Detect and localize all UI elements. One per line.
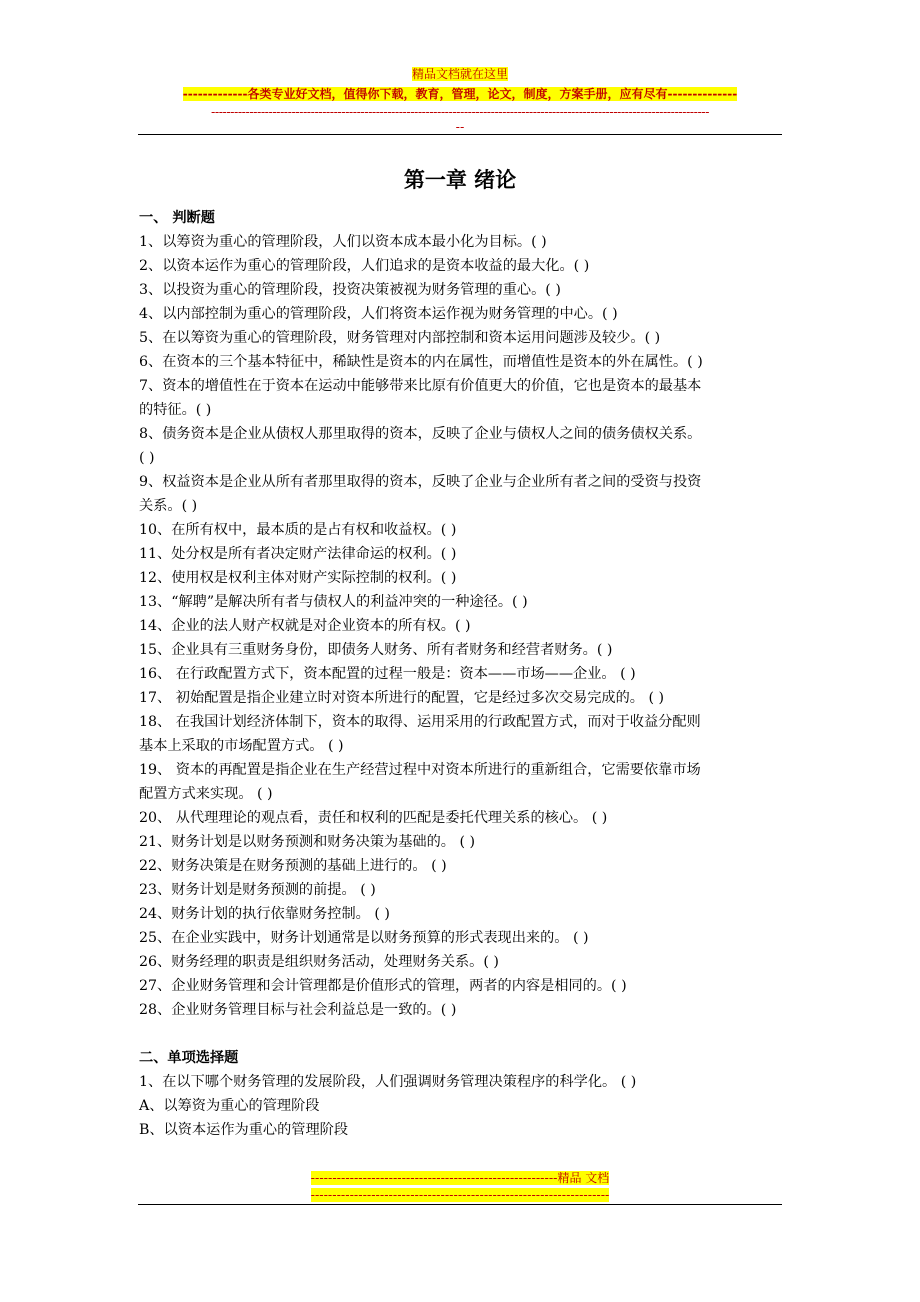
header-title	[138, 65, 782, 83]
section1-line: 基本上采取的市场配置方式。 ( )	[139, 738, 344, 754]
section1-line: 15、企业具有三重财务身份，即债务人财务、所有者财务和经营者财务。( )	[139, 642, 613, 658]
header-title-text: 精品文档就在这里	[411, 67, 508, 81]
section2-line: A、以筹资为重心的管理阶段	[139, 1098, 320, 1114]
section1-line: 5、在以筹资为重心的管理阶段，财务管理对内部控制和资本运用问题涉及较少。( )	[139, 330, 661, 346]
footer-line2	[292, 1187, 628, 1203]
section1-line: 24、财务计划的执行依靠财务控制。 ( )	[139, 906, 390, 922]
section1-line: 14、企业的法人财产权就是对企业资本的所有权。( )	[139, 618, 471, 634]
section1-line: 20、 从代理理论的观点看，责任和权利的匹配是委托代理关系的核心。 ( )	[139, 810, 608, 826]
section2-line: B、以资本运作为重心的管理阶段	[139, 1122, 349, 1138]
section1-line: 6、在资本的三个基本特征中，稀缺性是资本的内在属性，而增值性是资本的外在属性。( )	[139, 354, 703, 370]
section1-line: 28、企业财务管理目标与社会利益总是一致的。( )	[139, 1002, 457, 1018]
section1-heading: 一、 判断题	[139, 210, 215, 226]
section1-line: ( )	[139, 450, 155, 466]
section1-line: 12、使用权是权利主体对财产实际控制的权利。( )	[139, 570, 457, 586]
header-dash-line: ----------------------------------------------------------------------------------------------------------------------------------	[211, 105, 709, 119]
section1-line: 11、处分权是所有者决定财产法律命运的权利。( )	[139, 546, 457, 562]
footer-line1-text: ---------------------------------------------------------精品 文档	[310, 1171, 610, 1185]
section1-line: 26、财务经理的职责是组织财务活动，处理财务关系。( )	[139, 954, 499, 970]
header-slogan-text: -------------各类专业好文档，值得你下载，教育，管理，论文，制度，方案手册，应有尽有--------------	[182, 87, 738, 101]
section1-line: 18、 在我国计划经济体制下，资本的取得、运用采用的行政配置方式，而对于收益分配则	[139, 714, 701, 730]
chapter-title: 第一章 绪论	[403, 167, 517, 192]
section2-heading: 二、单项选择题	[139, 1050, 239, 1066]
section1-line: 关系。( )	[139, 498, 198, 514]
footer-line1	[292, 1169, 628, 1187]
footer-rule	[138, 1204, 782, 1205]
section1-line: 13、“解聘”是解决所有者与债权人的利益冲突的一种途径。( )	[139, 594, 528, 610]
section1-line: 25、在企业实践中，财务计划通常是以财务预算的形式表现出来的。 ( )	[139, 930, 589, 946]
section1-line: 的特征。( )	[139, 402, 212, 418]
section1-line: 21、财务计划是以财务预测和财务决策为基础的。 ( )	[139, 834, 476, 850]
section1-list	[139, 230, 799, 1022]
header-slogan	[138, 85, 782, 103]
document-body	[139, 206, 799, 1142]
section1-line: 3、以投资为重心的管理阶段，投资决策被视为财务管理的重心。( )	[139, 282, 561, 298]
section1-line: 17、 初始配置是指企业建立时对资本所进行的配置，它是经过多次交易完成的。 ( )	[139, 690, 665, 706]
section2-line: 1、在以下哪个财务管理的发展阶段，人们强调财务管理决策程序的科学化。 ( )	[139, 1074, 637, 1090]
section1-line: 4、以内部控制为重心的管理阶段，人们将资本运作视为财务管理的中心。( )	[139, 306, 618, 322]
section2-list	[139, 1070, 799, 1142]
section1-line: 1、以筹资为重心的管理阶段，人们以资本成本最小化为目标。( )	[139, 234, 547, 250]
section1-line: 8、债务资本是企业从债权人那里取得的资本，反映了企业与债权人之间的债务债权关系。	[139, 426, 702, 442]
section1-line: 19、 资本的再配置是指企业在生产经营过程中对资本所进行的重新组合，它需要依靠市场	[139, 762, 701, 778]
section1-line: 配置方式来实现。 ( )	[139, 786, 273, 802]
header-dash-tail: --	[455, 120, 465, 134]
section1-line: 27、企业财务管理和会计管理都是价值形式的管理，两者的内容是相同的。( )	[139, 978, 627, 994]
section1-line: 9、权益资本是企业从所有者那里取得的资本，反映了企业与企业所有者之间的受资与投资	[139, 474, 702, 490]
footer-line2-text: ---------------------------------------------------------------------	[310, 1188, 610, 1202]
header-rule	[138, 134, 782, 135]
section1-line: 2、以资本运作为重心的管理阶段，人们追求的是资本收益的最大化。( )	[139, 258, 590, 274]
section1-line: 7、资本的增值性在于资本在运动中能够带来比原有价值更大的价值，它也是资本的最基本	[139, 378, 702, 394]
section1-line: 23、财务计划是财务预测的前提。 ( )	[139, 882, 376, 898]
section1-line: 16、 在行政配置方式下，资本配置的过程一般是：资本——市场——企业。 ( )	[139, 666, 636, 682]
section1-line: 22、财务决策是在财务预测的基础上进行的。 ( )	[139, 858, 447, 874]
section1-line: 10、在所有权中，最本质的是占有权和收益权。( )	[139, 522, 457, 538]
